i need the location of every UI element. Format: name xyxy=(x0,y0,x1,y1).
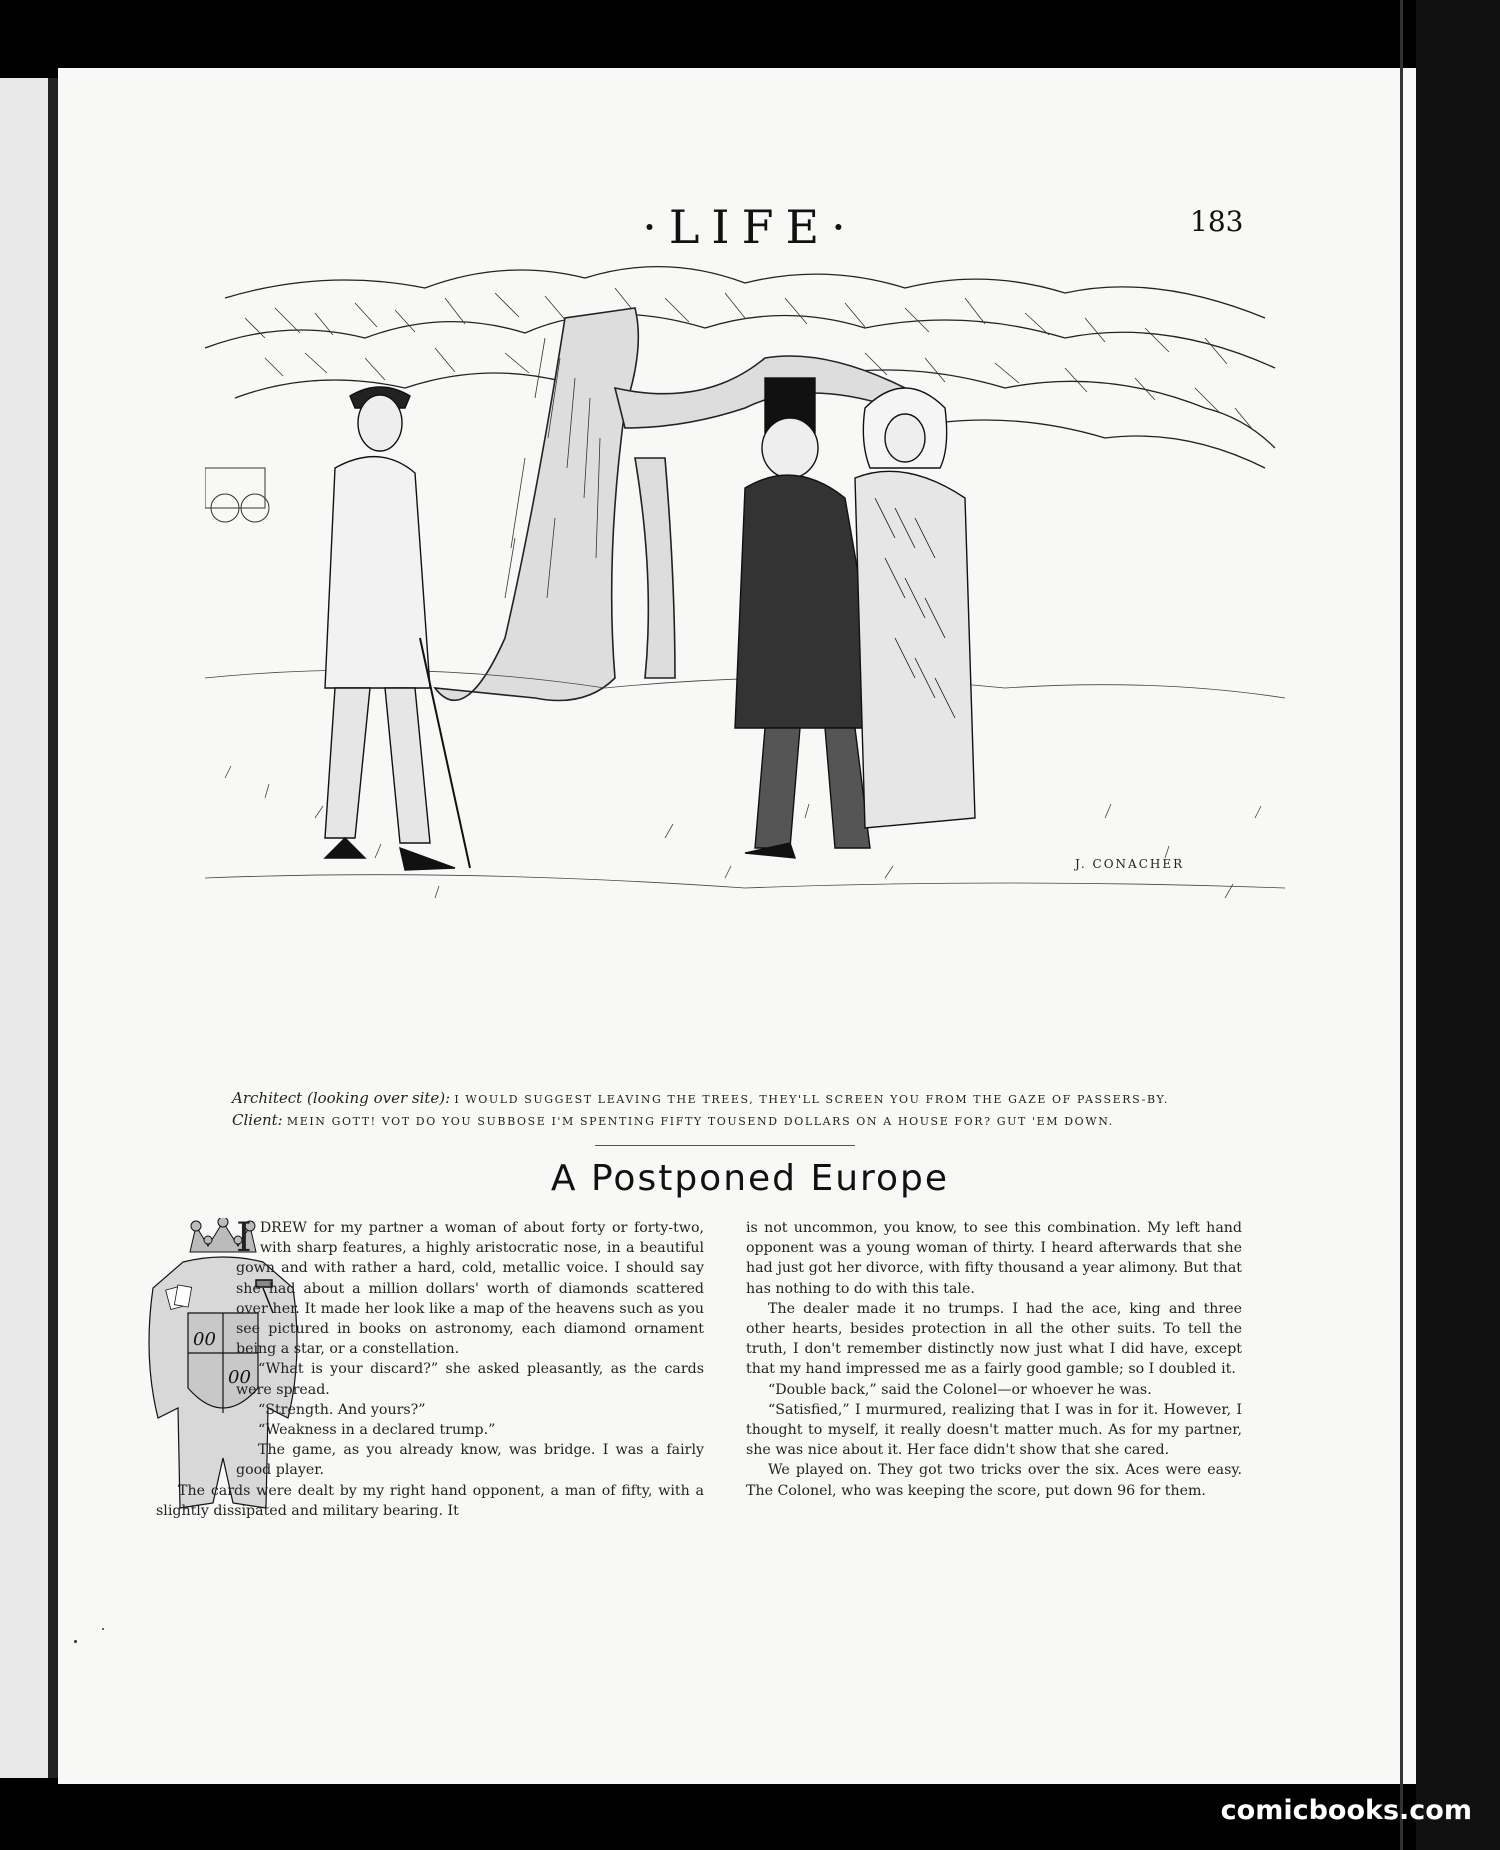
drop-cap: I xyxy=(236,1215,252,1261)
article-paragraph: “Satisfied,” I murmured, realizing that I was in for it. However, I thought to myself, it really doesn't matter much. As for my partner, she was nice about it. Her face didn't show that she cared. xyxy=(746,1401,1242,1459)
article-paragraph: The cards were dealt by my right hand opponent, a man of fifty, with a slightly dissipated and military bearing. It xyxy=(156,1482,704,1519)
article-paragraph: DREW for my partner a woman of about forty or forty-two, with sharp features, a highly aristocratic nose, in a beautiful gown and with rather a hard, cold, metallic voice. I should say she had about a million dollars' worth of diamonds scattered over her. It made her look like a map of the heavens such as you see pictured in books on astronomy, each diamond ornament being a star, or a constellation. xyxy=(236,1220,704,1358)
watermark: comicbooks.com xyxy=(1220,1795,1472,1826)
page-edge-line xyxy=(1400,0,1403,1850)
cartoon-caption xyxy=(232,1088,1232,1132)
architect-figure xyxy=(325,387,470,870)
caption-role-architect: Architect (looking over site): xyxy=(232,1089,451,1107)
dust-speck xyxy=(102,1628,104,1630)
dust-speck xyxy=(74,1640,77,1643)
article-paragraph: “What is your discard?” she asked pleasantly, as the cards were spread. xyxy=(236,1361,704,1398)
crest-label-1: 00 xyxy=(193,1329,216,1350)
article-paragraph: The dealer made it no trumps. I had the ace, king and three other hearts, besides protection in all the other suits. To tell the truth, I don't remember distinctly now just what I did have, except that my hand impressed me as a fairly good gamble; so I doubled it. xyxy=(746,1300,1242,1378)
cartoon-illustration xyxy=(205,258,1285,1058)
previous-page-edge xyxy=(0,78,48,1778)
article-column-2 xyxy=(746,1218,1242,1501)
crest-label-2: 00 xyxy=(228,1367,251,1388)
article-paragraph: The game, as you already know, was bridge. I was a fairly good player. xyxy=(236,1442,704,1479)
article-paragraph: We played on. They got two tricks over the six. Aces were easy. The Colonel, who was keeping the score, put down 96 for them. xyxy=(746,1462,1242,1499)
artist-signature: J. CONACHER xyxy=(1075,857,1185,871)
background-carriage xyxy=(205,468,269,522)
caption-line-2 xyxy=(232,1110,1232,1132)
page-number: 183 xyxy=(1190,205,1244,238)
article-paragraph: is not uncommon, you know, to see this combination. My left hand opponent was a young woman of thirty. I heard afterwards that she had just got her divorce, with fifty thousand a year alimony. But that has nothing to do with this tale. xyxy=(746,1220,1242,1297)
article-paragraph: “Strength. And yours?” xyxy=(258,1401,426,1418)
section-divider xyxy=(595,1145,855,1146)
caption-text-client: MEIN GOTT! VOT DO YOU SUBBOSE I'M SPENTING FIFTY TOUSEND DOLLARS ON A HOUSE FOR? GUT 'EM DOWN. xyxy=(286,1115,1114,1128)
caption-line-1 xyxy=(232,1088,1232,1110)
woman-figure xyxy=(855,388,975,828)
caption-text-architect: I WOULD SUGGEST LEAVING THE TREES, THEY'LL SCREEN YOU FROM THE GAZE OF PASSERS-BY. xyxy=(454,1093,1170,1106)
article-paragraph: “Weakness in a declared trump.” xyxy=(258,1422,496,1439)
article-title: A Postponed Europe xyxy=(550,1158,950,1199)
article-paragraph: “Double back,” said the Colonel—or whoever he was. xyxy=(768,1381,1152,1398)
binding-shadow xyxy=(1416,0,1500,1850)
masthead: ·LIFE· xyxy=(642,200,858,254)
caption-role-client: Client: xyxy=(232,1111,283,1129)
